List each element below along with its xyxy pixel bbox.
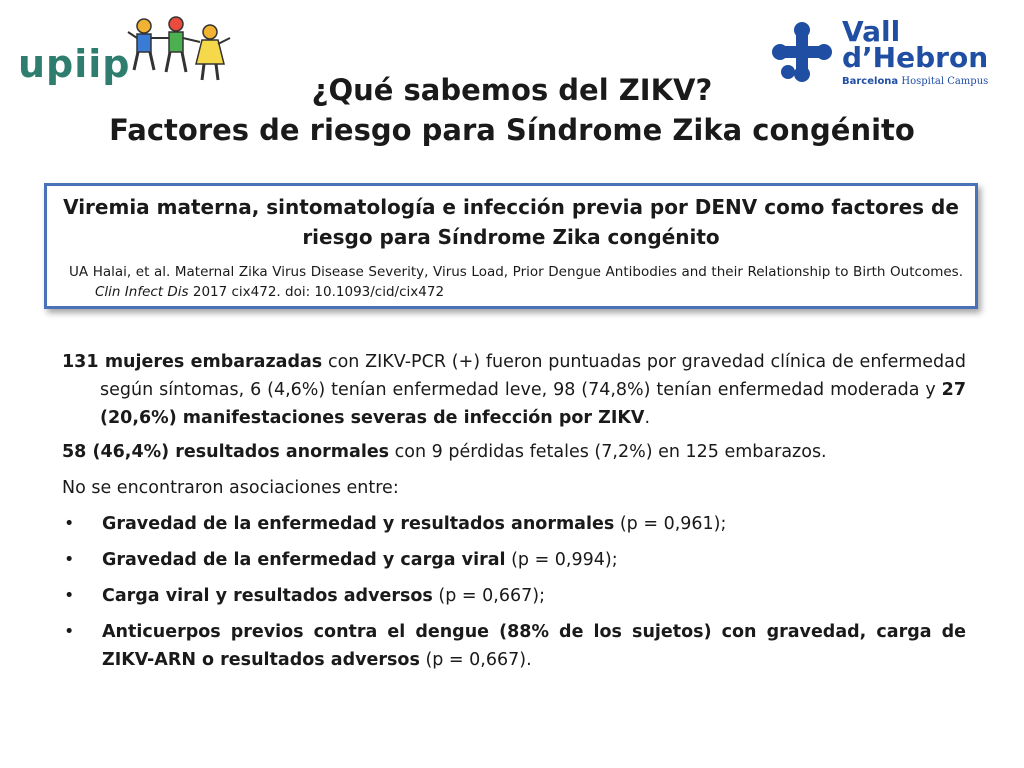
p2-text: con 9 pérdidas fetales (7,2%) en 125 embarazos. bbox=[389, 442, 827, 462]
bullet-icon: • bbox=[64, 550, 75, 570]
bullet-icon: • bbox=[64, 622, 75, 642]
p1-text-1: con ZIKV-PCR (+) fueron puntuadas por gravedad clínica de enfermedad según síntomas, 6 (4,6%) tenían enfermedad leve, 98 (74,8%) tenían enfermedad moderada y bbox=[100, 352, 966, 400]
p1-text-2: . bbox=[644, 408, 651, 428]
bullet-bold: Gravedad de la enfermedad y carga viral bbox=[102, 550, 506, 570]
bullet-text: (p = 0,961); bbox=[614, 514, 727, 534]
list-item bbox=[62, 618, 966, 674]
slide-body bbox=[62, 348, 966, 682]
citation-doi: 2017 cix472. doi: 10.1093/cid/cix472 bbox=[188, 284, 445, 300]
bullet-icon: • bbox=[64, 514, 75, 534]
paragraph-outcomes bbox=[62, 438, 966, 466]
list-item bbox=[62, 510, 966, 538]
bullet-icon: • bbox=[64, 586, 75, 606]
bullet-text: (p = 0,667); bbox=[432, 586, 545, 606]
p1-bold-2: 27 (20,6%) manifestaciones severas de infección por ZIKV bbox=[100, 380, 966, 428]
reference-box bbox=[44, 183, 978, 309]
logo-line-vall: Vall bbox=[842, 15, 901, 48]
bullet-bold: Carga viral y resultados adversos bbox=[102, 586, 433, 606]
bullet-text: (p = 0,667). bbox=[419, 650, 532, 670]
logo-campus-text: Hospital Campus bbox=[898, 76, 989, 87]
citation-authors-title: UA Halai, et al. Maternal Zika Virus Disease Severity, Virus Load, Prior Dengue Antibodies and their Relationship to Birth Outcomes. bbox=[69, 264, 963, 280]
slide-title bbox=[0, 70, 1024, 150]
bullet-bold: Anticuerpos previos contra el dengue (88% de los sujetos) con gravedad, carga de ZIKV-ARN o resultados adversos bbox=[102, 622, 966, 670]
bullet-text: (p = 0,994); bbox=[505, 550, 618, 570]
title-line-1: ¿Qué sabemos del ZIKV? bbox=[311, 73, 713, 107]
citation-journal: Clin Infect Dis bbox=[95, 284, 189, 300]
paragraph-cohort bbox=[62, 348, 966, 432]
title-line-2: Factores de riesgo para Síndrome Zika congénito bbox=[109, 113, 915, 147]
reference-citation bbox=[69, 262, 963, 302]
list-item bbox=[62, 546, 966, 574]
logo-line-hebron: d’Hebron bbox=[842, 41, 989, 74]
p1-bold-1: 131 mujeres embarazadas bbox=[62, 352, 323, 372]
paragraph-no-associations: No se encontraron asociaciones entre: bbox=[62, 478, 399, 498]
reference-heading: Viremia materna, sintomatología e infección previa por DENV como factores de riesgo para Síndrome Zika congénito bbox=[63, 195, 959, 249]
bullet-bold: Gravedad de la enfermedad y resultados anormales bbox=[102, 514, 615, 534]
logo-barcelona: Barcelona bbox=[842, 76, 899, 87]
list-item bbox=[62, 582, 966, 610]
p2-bold: 58 (46,4%) resultados anormales bbox=[62, 442, 390, 462]
upiip-logo-text: upiip bbox=[18, 42, 131, 86]
